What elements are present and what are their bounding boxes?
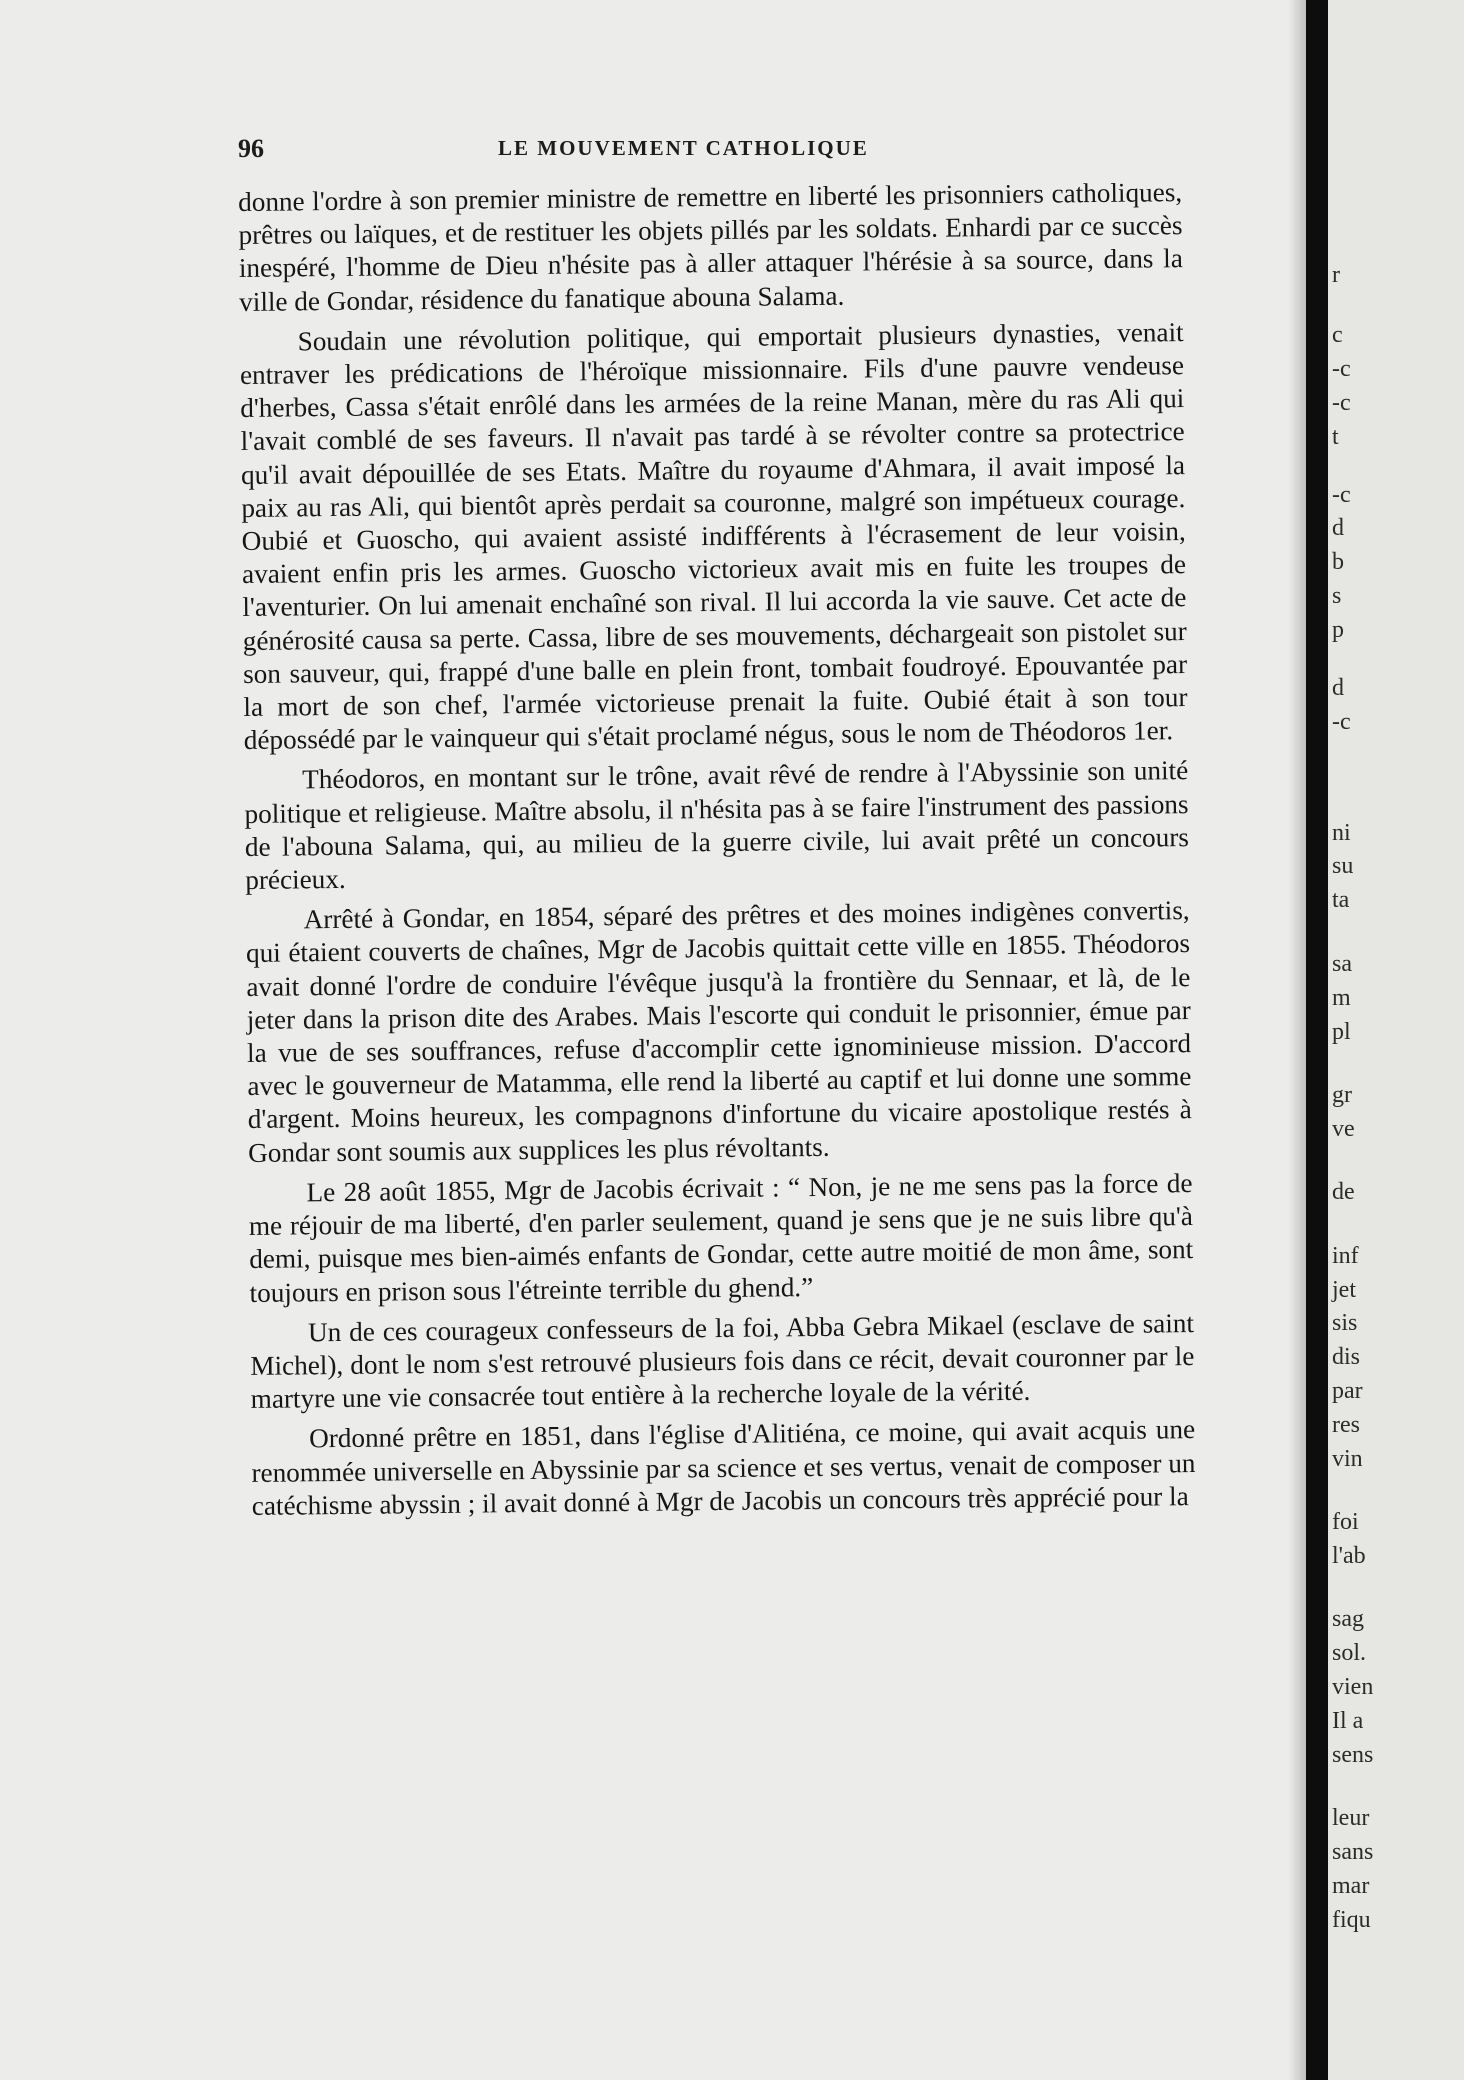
running-header <box>238 130 1238 170</box>
facing-page-fragment: res <box>1332 1412 1360 1438</box>
facing-page-fragment: mar <box>1332 1873 1370 1899</box>
paragraph: Arrêté à Gondar, en 1854, séparé des prêtres et des moines indigènes convertis, qui étaient couverts de chaînes, Mgr de Jacobis quittait cette ville en 1855. Théodoros avait donné l'ordre de conduire l'évêque jusqu'à la frontière du Sennaar, et là, de le jeter dans la prison dite des Arabes. Mais l'escorte qui conduit le prisonnier, émue par la vue de ses souffrances, refuse d'accomplir cette ignominieuse mission. D'accord avec le gouverneur de Matamma, elle rend la liberté au captif et lui donne une somme d'argent. Moins heureux, les compagnons d'infortune du vicaire apostolique restés à Gondar sont soumis aux supplices les plus révoltants. <box>245 895 1192 1168</box>
paragraph: Ordonné prêtre en 1851, dans l'église d'Alitiéna, ce moine, qui avait acquis une renommée universelle en Abyssinie par sa science et ses vertus, venait de composer un catéchisme abyssin ; il avait donné à Mgr de Jacobis un concours très apprécié pour la <box>251 1414 1196 1521</box>
facing-page-fragment: par <box>1332 1378 1363 1404</box>
facing-page-fragment: dis <box>1332 1344 1361 1370</box>
facing-page-fragment: m <box>1332 985 1351 1011</box>
facing-page-fragment: inf <box>1332 1243 1359 1269</box>
facing-page-fragment: ni <box>1332 820 1351 846</box>
facing-page-fragment: sis <box>1332 1310 1358 1336</box>
facing-page-fragment: r <box>1332 262 1340 288</box>
facing-page-fragment: ta <box>1332 887 1350 913</box>
paragraph: Le 28 août 1855, Mgr de Jacobis écrivait : “ Non, je ne me sens pas la force de me réjouir de ma liberté, d'en parler seulement, quand je sens que je ne suis libre qu'à demi, puisque mes bien-aimés enfants de Gondar, cette autre moitié de mon âme, sont toujours en prison sous l'étreinte terrible du ghend.” <box>248 1167 1194 1308</box>
facing-page-fragment: su <box>1332 853 1354 879</box>
body-text <box>238 176 1196 1530</box>
facing-page-fragment: gr <box>1332 1082 1352 1108</box>
facing-page-fragment: sag <box>1332 1606 1364 1632</box>
running-title: LE MOUVEMENT CATHOLIQUE <box>498 136 869 160</box>
facing-page-fragment: d <box>1332 675 1344 701</box>
facing-page-fragment: sa <box>1332 951 1352 977</box>
facing-page-fragment: -c <box>1332 709 1351 735</box>
facing-page-fragment: -c <box>1332 390 1351 416</box>
facing-page-fragment: vin <box>1332 1446 1363 1472</box>
facing-page-fragment: t <box>1332 424 1339 450</box>
facing-page-fragment: foi <box>1332 1509 1359 1535</box>
facing-page-fragment: ve <box>1332 1116 1355 1142</box>
facing-page-fragment: b <box>1332 549 1344 575</box>
facing-page <box>1328 0 1464 2080</box>
facing-page-fragment: l'ab <box>1332 1543 1366 1569</box>
facing-page-fragment: sol. <box>1332 1640 1367 1666</box>
facing-page-fragment: c <box>1332 322 1343 348</box>
facing-page-fragment: -c <box>1332 356 1351 382</box>
paragraph: Soudain une révolution politique, qui emportait plusieurs dynasties, venait entraver les prédications de l'héroïque missionnaire. Fils d'une pauvre vendeuse d'herbes, Cassa s'était enrôlé dans les armées de la reine Manan, mère du ras Ali qui l'avait comblé de ses faveurs. Il n'avait pas tardé à se révolter contre sa protectrice qu'il avait dépouillée de ses Etats. Maître du royaume d'Ahmara, il avait imposé la paix au ras Ali, qui bientôt après perdait sa couronne, malgré son impétueux courage. Oubié et Guoscho, qui avaient assisté indifférents à l'écrasement de leur voisin, avaient enfin pris les armes. Guoscho victorieux avait mis en fuite les troupes de l'aventurier. On lui amenait enchaîné son rival. Il lui accorda la vie sauve. Cet acte de générosité causa sa perte. Cassa, libre de ses mouvements, déchargeait son pistolet sur son sauveur, qui, frappé d'une balle en plein front, tombait foudroyé. Epouvantée par la mort de son chef, l'armée victorieuse prenait la fuite. Oubié était à son tour dépossédé par le vainqueur qui s'était proclamé négus, sous le nom de Théodoros 1er. <box>239 316 1188 756</box>
facing-page-fragment: de <box>1332 1179 1355 1205</box>
facing-page-fragment: sens <box>1332 1742 1374 1768</box>
facing-page-fragment: sans <box>1332 1839 1374 1865</box>
facing-page-fragment: d <box>1332 515 1344 541</box>
facing-page-fragment: Il a <box>1332 1708 1364 1734</box>
book-spine <box>1306 0 1328 2080</box>
facing-page-fragment: s <box>1332 583 1342 609</box>
paragraph: Un de ces courageux confesseurs de la foi, Abba Gebra Mikael (esclave de saint Michel), dont le nom s'est retrouvé plusieurs fois dans ce récit, devait couronner par le martyre une vie consacrée tout entière à la recherche loyale de la vérité. <box>250 1307 1195 1415</box>
facing-page-fragment: fiqu <box>1332 1907 1371 1933</box>
facing-page-fragment: pl <box>1332 1019 1351 1045</box>
facing-page-fragment: p <box>1332 617 1344 643</box>
paragraph: Théodoros, en montant sur le trône, avait rêvé de rendre à l'Abyssinie son unité politique et religieuse. Maître absolu, il n'hésita pas à se faire l'instrument des passions de l'abouna Salama, qui, au milieu de la guerre civile, lui avait prêté un concours précieux. <box>244 755 1190 896</box>
page-number: 96 <box>238 134 264 163</box>
facing-page-fragment: jet <box>1332 1277 1356 1303</box>
facing-page-fragment: -c <box>1332 482 1351 508</box>
facing-page-fragment: vien <box>1332 1674 1374 1700</box>
facing-page-fragment: leur <box>1332 1805 1370 1831</box>
paragraph: donne l'ordre à son premier ministre de remettre en liberté les prisonniers catholiques, prêtres ou laïques, et de restituer les objets pillés par les soldats. Enhardi par ce succès inespéré, l'homme de Dieu n'hésite pas à aller attaquer l'hérésie à sa source, dans la ville de Gondar, résidence du fanatique abouna Salama. <box>238 177 1183 317</box>
